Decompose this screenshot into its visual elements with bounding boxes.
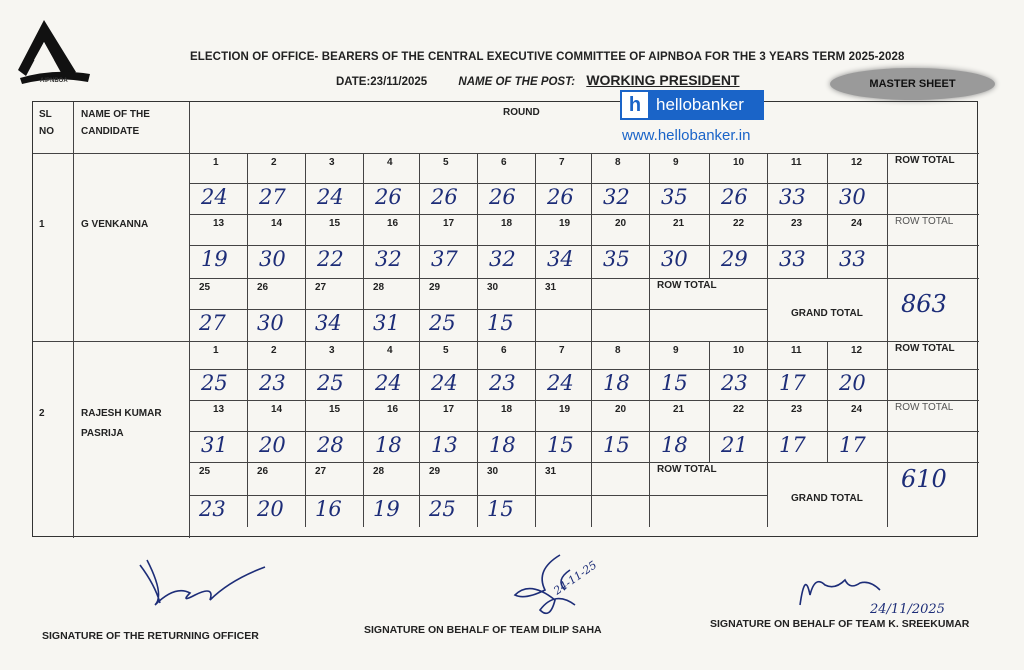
round-number-label: 10 xyxy=(733,157,745,168)
round-number-label: 2 xyxy=(271,157,277,168)
vote-count: 24 xyxy=(317,185,344,209)
round-number-label: 14 xyxy=(271,218,283,229)
vote-count: 35 xyxy=(661,185,688,209)
round-column-rule xyxy=(649,462,650,527)
team-dilip-label: SIGNATURE ON BEHALF OF TEAM DILIP SAHA xyxy=(364,624,602,636)
vote-count: 15 xyxy=(547,433,574,457)
round-number-label: 12 xyxy=(851,157,863,168)
round-number-label: 19 xyxy=(559,404,571,415)
vote-count: 26 xyxy=(721,185,748,209)
round-number-label: 6 xyxy=(501,345,507,356)
round-column-rule xyxy=(189,153,190,278)
round-column-rule xyxy=(419,153,420,278)
results-table xyxy=(32,101,978,537)
round-number-label: 4 xyxy=(387,345,393,356)
vote-count: 25 xyxy=(201,371,228,395)
vote-count: 17 xyxy=(839,433,866,457)
round-column-rule xyxy=(363,341,364,462)
vote-count: 30 xyxy=(257,311,284,335)
round-column-rule xyxy=(827,153,828,278)
vote-count: 29 xyxy=(721,247,748,271)
round-number-label: 27 xyxy=(315,282,327,293)
election-date: DATE:23/11/2025 xyxy=(336,76,428,88)
vote-count: 33 xyxy=(839,247,866,271)
vote-count: 17 xyxy=(779,371,806,395)
round-column-rule xyxy=(767,341,768,462)
round-number-label: 24 xyxy=(851,404,863,415)
round-number-label: 4 xyxy=(387,157,393,168)
round-number-label: 18 xyxy=(501,404,513,415)
vote-count: 18 xyxy=(661,433,688,457)
round-column-rule xyxy=(305,341,306,462)
team-dilip-signature-date: 24-11-25 xyxy=(551,558,600,598)
round-number-label: 16 xyxy=(387,404,399,415)
returning-officer-label: SIGNATURE OF THE RETURNING OFFICER xyxy=(42,630,259,642)
vote-count: 32 xyxy=(375,247,402,271)
row-total-divider xyxy=(767,278,768,341)
round-column-rule xyxy=(649,278,650,341)
round-number-label: 8 xyxy=(615,345,621,356)
round-number-label: 21 xyxy=(673,404,685,415)
round-number-label: 26 xyxy=(257,466,269,477)
round-number-label: 7 xyxy=(559,345,565,356)
hellobanker-url: www.hellobanker.in xyxy=(622,127,751,144)
round-column-rule xyxy=(535,462,536,527)
round-number-label: 18 xyxy=(501,218,513,229)
document-title: ELECTION OF OFFICE- BEARERS OF THE CENTRAL EXECUTIVE COMMITTEE OF AIPNBOA FOR THE 3 YEARS TERM 2025-2028 xyxy=(190,51,905,63)
label-row-rule xyxy=(189,369,979,370)
vote-count: 17 xyxy=(779,433,806,457)
round-number-label: 9 xyxy=(673,157,679,168)
row-total-label: ROW TOTAL xyxy=(895,216,954,227)
round-number-label: 17 xyxy=(443,218,455,229)
document-subheader xyxy=(336,72,740,88)
round-number-label: 28 xyxy=(373,466,385,477)
round-number-label: 2 xyxy=(271,345,277,356)
round-column-rule xyxy=(363,278,364,341)
round-column-rule xyxy=(887,341,888,462)
round-column-rule xyxy=(305,153,306,278)
vote-row-rule xyxy=(189,214,979,215)
round-number-label: 24 xyxy=(851,218,863,229)
vote-count: 30 xyxy=(661,247,688,271)
round-column-rule xyxy=(649,341,650,462)
round-column-rule xyxy=(189,462,190,527)
round-number-label: 17 xyxy=(443,404,455,415)
vote-count: 27 xyxy=(259,185,286,209)
label-row-rule xyxy=(189,309,767,310)
vote-count: 31 xyxy=(201,433,228,457)
round-number-label: 9 xyxy=(673,345,679,356)
round-column-rule xyxy=(363,153,364,278)
vote-count: 27 xyxy=(199,311,226,335)
row-total-label: ROW TOTAL xyxy=(895,155,955,166)
round-column-rule xyxy=(247,462,248,527)
vote-count: 23 xyxy=(489,371,516,395)
round-number-label: 30 xyxy=(487,466,499,477)
round-column-rule xyxy=(477,278,478,341)
grand-total-divider xyxy=(887,462,888,527)
vote-count: 26 xyxy=(375,185,402,209)
header-rule xyxy=(33,153,979,154)
post-value: WORKING PRESIDENT xyxy=(586,72,740,88)
round-number-label: 1 xyxy=(213,345,219,356)
vote-count: 30 xyxy=(259,247,286,271)
vote-count: 21 xyxy=(721,433,748,457)
grand-total-divider xyxy=(887,278,888,341)
round-column-rule xyxy=(709,341,710,462)
round-number-label: 11 xyxy=(791,157,802,168)
hellobanker-icon: h xyxy=(622,92,648,118)
vote-count: 20 xyxy=(257,497,284,521)
vote-count: 33 xyxy=(779,185,806,209)
vote-count: 25 xyxy=(429,497,456,521)
round-number-label: 13 xyxy=(213,404,225,415)
vote-count: 18 xyxy=(603,371,630,395)
vote-count: 32 xyxy=(603,185,630,209)
round-number-label: 26 xyxy=(257,282,269,293)
sl-column-divider xyxy=(73,102,74,538)
round-header: ROUND xyxy=(503,107,540,118)
round-number-label: 6 xyxy=(501,157,507,168)
vote-count: 13 xyxy=(431,433,458,457)
round-column-rule xyxy=(189,341,190,462)
vote-count: 15 xyxy=(661,371,688,395)
round-column-rule xyxy=(419,278,420,341)
round-column-rule xyxy=(709,153,710,278)
round-number-label: 25 xyxy=(199,466,211,477)
vote-count: 23 xyxy=(199,497,226,521)
round-number-label: 23 xyxy=(791,404,803,415)
round-number-label: 30 xyxy=(487,282,499,293)
round-column-rule xyxy=(535,341,536,462)
hellobanker-brand: hellobanker xyxy=(656,95,744,114)
round-column-rule xyxy=(419,341,420,462)
vote-count: 37 xyxy=(431,247,458,271)
round-number-label: 31 xyxy=(545,466,557,477)
vote-count: 16 xyxy=(315,497,342,521)
returning-officer-signature xyxy=(135,555,270,615)
round-number-label: 21 xyxy=(673,218,685,229)
master-sheet-stamp: MASTER SHEET xyxy=(830,68,995,100)
round-column-rule xyxy=(887,153,888,278)
round-column-rule xyxy=(419,462,420,527)
vote-count: 25 xyxy=(317,371,344,395)
vote-count: 34 xyxy=(547,247,574,271)
round-number-label: 25 xyxy=(199,282,211,293)
round-number-label: 11 xyxy=(791,345,802,356)
round-number-label: 8 xyxy=(615,157,621,168)
round-column-rule xyxy=(305,462,306,527)
round-column-rule xyxy=(189,278,190,341)
round-number-label: 15 xyxy=(329,404,341,415)
round-column-rule xyxy=(535,153,536,278)
round-number-label: 5 xyxy=(443,345,449,356)
team-sreekumar-signature xyxy=(790,565,965,620)
grand-total-label: GRAND TOTAL xyxy=(791,493,863,504)
vote-count: 19 xyxy=(201,247,228,271)
round-column-rule xyxy=(591,341,592,462)
candidate-divider xyxy=(33,341,979,342)
round-column-rule xyxy=(477,462,478,527)
row-total-divider xyxy=(767,462,768,527)
vote-count: 23 xyxy=(259,371,286,395)
sl-header: SL xyxy=(39,109,52,120)
round-column-rule xyxy=(827,341,828,462)
round-number-label: 31 xyxy=(545,282,557,293)
vote-row-rule xyxy=(189,400,979,401)
round-number-label: 29 xyxy=(429,282,441,293)
round-number-label: 28 xyxy=(373,282,385,293)
name-header: CANDIDATE xyxy=(81,126,140,137)
round-column-rule xyxy=(305,278,306,341)
team-sreekumar-signature-date: 24/11/2025 xyxy=(870,602,945,617)
vote-count: 19 xyxy=(373,497,400,521)
vote-count: 20 xyxy=(259,433,286,457)
round-column-rule xyxy=(247,153,248,278)
label-row-rule xyxy=(189,245,979,246)
round-number-label: 14 xyxy=(271,404,283,415)
vote-row-rule xyxy=(189,278,979,279)
vote-count: 20 xyxy=(839,371,866,395)
round-number-label: 27 xyxy=(315,466,327,477)
round-number-label: 22 xyxy=(733,404,745,415)
round-number-label: 20 xyxy=(615,218,627,229)
vote-count: 18 xyxy=(375,433,402,457)
vote-count: 34 xyxy=(315,311,342,335)
round-number-label: 12 xyxy=(851,345,863,356)
post-label: NAME OF THE POST: xyxy=(458,76,576,88)
vote-count: 26 xyxy=(489,185,516,209)
round-column-rule xyxy=(247,341,248,462)
vote-count: 25 xyxy=(429,311,456,335)
round-number-label: 3 xyxy=(329,345,335,356)
round-number-label: 23 xyxy=(791,218,803,229)
round-column-rule xyxy=(535,278,536,341)
vote-count: 26 xyxy=(431,185,458,209)
round-number-label: 13 xyxy=(213,218,225,229)
vote-count: 33 xyxy=(779,247,806,271)
round-number-label: 19 xyxy=(559,218,571,229)
grand-total-value: 863 xyxy=(901,290,947,318)
vote-count: 15 xyxy=(603,433,630,457)
round-number-label: 15 xyxy=(329,218,341,229)
round-column-rule xyxy=(591,278,592,341)
round-column-rule xyxy=(477,153,478,278)
sl-header: NO xyxy=(39,126,54,137)
round-number-label: 3 xyxy=(329,157,335,168)
team-sreekumar-label: SIGNATURE ON BEHALF OF TEAM K. SREEKUMAR xyxy=(710,618,970,630)
candidate-sl: 2 xyxy=(39,408,45,419)
team-dilip-signature xyxy=(495,550,620,630)
vote-count: 24 xyxy=(547,371,574,395)
round-number-label: 5 xyxy=(443,157,449,168)
name-header: NAME OF THE xyxy=(81,109,150,120)
vote-count: 31 xyxy=(373,311,400,335)
round-column-rule xyxy=(363,462,364,527)
row-total-label: ROW TOTAL xyxy=(895,343,955,354)
vote-count: 24 xyxy=(375,371,402,395)
vote-count: 22 xyxy=(317,247,344,271)
grand-total-value: 610 xyxy=(901,465,947,493)
grand-total-label: GRAND TOTAL xyxy=(791,308,863,319)
label-row-rule xyxy=(189,495,767,496)
round-column-rule xyxy=(767,153,768,278)
vote-count: 35 xyxy=(603,247,630,271)
label-row-rule xyxy=(189,183,979,184)
candidate-name: PASRIJA xyxy=(81,428,124,439)
row-total-label: ROW TOTAL xyxy=(657,464,717,475)
round-column-rule xyxy=(477,341,478,462)
candidate-name: RAJESH KUMAR xyxy=(81,408,162,419)
round-number-label: 29 xyxy=(429,466,441,477)
vote-count: 24 xyxy=(201,185,228,209)
label-row-rule xyxy=(189,431,979,432)
round-number-label: 16 xyxy=(387,218,399,229)
candidate-name: G VENKANNA xyxy=(81,219,149,230)
vote-count: 18 xyxy=(489,433,516,457)
round-column-rule xyxy=(591,462,592,527)
vote-row-rule xyxy=(189,462,979,463)
vote-count: 32 xyxy=(489,247,516,271)
round-column-rule xyxy=(591,153,592,278)
round-number-label: 7 xyxy=(559,157,565,168)
round-number-label: 22 xyxy=(733,218,745,229)
vote-count: 30 xyxy=(839,185,866,209)
vote-count: 24 xyxy=(431,371,458,395)
vote-count: 23 xyxy=(721,371,748,395)
round-number-label: 20 xyxy=(615,404,627,415)
vote-count: 15 xyxy=(487,497,514,521)
logo-text: AIPNBOA xyxy=(40,78,68,84)
candidate-sl: 1 xyxy=(39,219,45,230)
hellobanker-watermark xyxy=(620,90,764,120)
row-total-label: ROW TOTAL xyxy=(657,280,717,291)
round-number-label: 1 xyxy=(213,157,219,168)
vote-count: 28 xyxy=(317,433,344,457)
vote-count: 15 xyxy=(487,311,514,335)
round-column-rule xyxy=(247,278,248,341)
vote-count: 26 xyxy=(547,185,574,209)
round-column-rule xyxy=(649,153,650,278)
row-total-label: ROW TOTAL xyxy=(895,402,954,413)
round-number-label: 10 xyxy=(733,345,745,356)
